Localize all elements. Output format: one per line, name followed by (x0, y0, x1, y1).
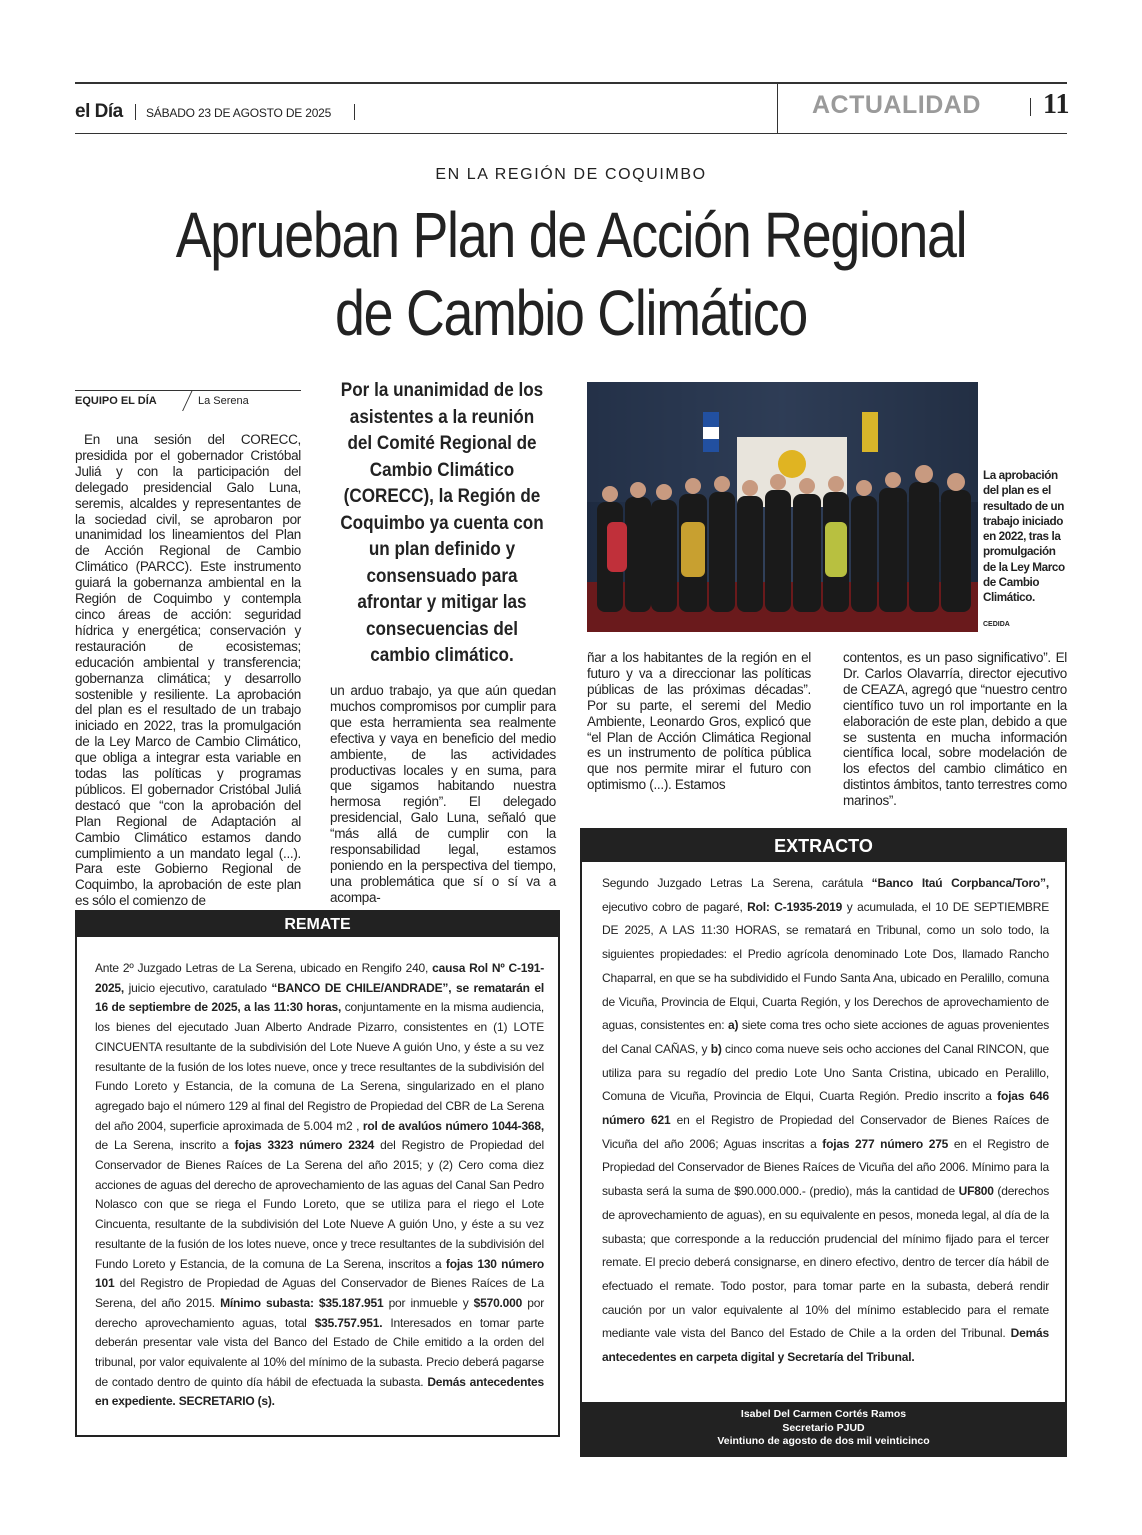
photo-credit: CEDIDA (983, 621, 1010, 628)
headline-line-2: de Cambio Climático (334, 277, 808, 349)
group-photo (587, 382, 978, 632)
headline-line-1: Aprueban Plan de Acción Regional (175, 199, 967, 271)
article-column-2: un arduo trabajo, ya que aún quedan muchos compromisos por cumplir para que esta herramienta sea realmente efectiva y vaya en beneficio del medio ambiente, de las actividades productivas locales y en suma, para que sigamos habitando nuestra hermosa región”. El delegado presidencial, Galo Luna, señaló que “más allá de cumplir con la responsabilidad legal, estamos poniendo en la perspectiva del tiempo, una problemática que sí o sí va a acompa- (330, 683, 556, 905)
article-headline (91, 196, 1050, 352)
article-kicker: EN LA REGIÓN DE COQUIMBO (435, 166, 707, 183)
byline-rule (75, 390, 301, 391)
extracto-signature (582, 1402, 1065, 1455)
issue-date: SÁBADO 23 DE AGOSTO DE 2025 (146, 106, 332, 120)
remate-body: Ante 2º Juzgado Letras de La Serena, ubicado en Rengifo 240, causa Rol Nº C-191-2025, juicio ejecutivo, caratulado “BANCO DE CHILE/ANDRADE”, se rematarán el 16 de septiembre de 2025, a las 11:30 horas, conjuntamente en la misma audiencia, los bienes del ejecutado Juan Alberto Andrade Pizarro, consistentes en (1) LOTE CINCUENTA resultante de la subdivisión del Lote Nueve A guión Uno, y éste a su vez resultante de la fusión de los lotes nueve, once y trece resultantes de la subdivisión del Fundo Loreto y Estancia, de la comuna de La Serena, singularizado en el plano agregado bajo el número 129 al final del Registro de Propiedad del CBR de La Serena del año 2004, superficie aproximada de 5.004 m2 , rol de avalúos número 1044-368, de La Serena, inscrito a fojas 3323 número 2324 del Registro de Propiedad del Conservador de Bienes Raíces de La Serena del año 2015; y (2) Cero coma diez acciones de aguas del derecho de aprovechamiento de las aguas del Canal San Pedro Nolasco con que se riega el Fundo Loreto, que se utiliza para el riego el Lote Cincuenta, resultante de la subdivisión del Lote Nueve A guión Uno, y éste a su vez resultante de la fusión de los lotes nueve, once y trece resultantes de la subdivisión del Fundo Loreto y Estancia, de la comuna de La Serena, inscritos a fojas 130 número 101 del Registro de Propiedad de Aguas del Conservador de Bienes Raíces de La Serena, del año 2015. Mínimo subasta: $35.187.951 por inmueble y $570.000 por derecho aprovechamiento aguas, total $35.757.951. Interesados en tomar parte deberán presentar vale vista del Banco del Estado de Chile emitido a la orden del tribunal, por valor equivalente al 10% del mínimo de la subasta. Precio deberá pagarse de contado dentro de quinto día hábil de efectuada la subasta. Demás antecedentes en expediente. SECRETARIO (s). (95, 961, 545, 1409)
signature-date: Veintiuno de agosto de dos mil veinticinco (717, 1435, 930, 1447)
article-column-1: En una sesión del CORECC, presidida por el gobernador Cristóbal Juliá y con la participación del delegado presidencial Galo Luna, seremis, alcaldes y representantes de la sociedad civil, se aprobaron por unanimidad los lineamientos del Plan de Acción Regional de Cambio Climático (PARCC). Este instrumento guiará la gobernanza ambiental en la Región de Coquimbo y contempla cinco áreas de acción: seguridad hídrica y energética; conservación y restauración de ecosistemas; educación ambiental y transferencia; gobernanza climática; y desarrollo sostenible y resiliente. La aprobación del plan es el resultado de un trabajo iniciado en 2022, tras la promulgación de la Ley Marco de Cambio Climático, que obliga a integrar esta variable en todas las políticas y programas públicos. El gobernador Cristóbal Juliá destacó que “con la aprobación del Plan Regional de Adaptación al Cambio Climático estamos dando cumplimiento a un mandato legal (...). Para este Gobierno Regional de Coquimbo, la aprobación de este plan es sólo el comienzo de (75, 432, 301, 909)
byline: EQUIPO EL DÍA (75, 395, 157, 407)
pull-quote: Por la unanimidad de los asistentes a la reunión del Comité Regional de Cambio Climático (CORECC), la Región de Coquimbo ya cuenta con un plan definido y consensuado para afrontar y mitigar las consecuencias del cambio climático. (340, 380, 544, 666)
header-separator (354, 104, 355, 120)
extracto-notice (580, 828, 1067, 1457)
header-divider (777, 84, 778, 133)
header-separator (1030, 98, 1031, 116)
remate-title: REMATE (77, 912, 558, 937)
signature-role: Secretario PJUD (782, 1421, 865, 1434)
newspaper-logo: el Día (75, 101, 123, 122)
header-top-rule (75, 82, 1067, 84)
section-name: ACTUALIDAD (812, 91, 981, 119)
signature-name: Isabel Del Carmen Cortés Ramos (740, 1408, 907, 1420)
remate-notice (75, 910, 560, 1437)
extracto-body: Segundo Juzgado Letras La Serena, carátula “Banco Itaú Corpbanca/Toro”, ejecutivo cobro de pagaré, Rol: C-1935-2019 y acumulada, el 10 DE SEPTIEMBRE DE 2025, A LAS 11:30 HORAS, se rematará en Tribunal, como un solo todo, la siguientes propiedades: el Predio agrícola denominado Lote Dos, llamado Rancho Chaparral, en que se ha subdividido el Fundo Santa Ana, ubicado en Peralillo, comuna de Vicuña, Provincia de Elqui, Cuarta Región, y los Derechos de aprovechamiento de aguas, consistentes en: a) siete coma tres ocho siete acciones de aguas provenientes del Canal CAÑAS, y b) cinco coma nueve seis ocho acciones del Canal RINCON, que utiliza para su regadío del predio Lote Uno Santa Cristina, ubicado en Peralillo, Comuna de Vicuña, Provincia de Elqui, Cuarta Región. Predio inscrito a fojas 646 número 621 en el Registro de Propiedad del Conservador de Bienes Raíces de Vicuña del año 2006; Aguas inscritas a fojas 277 número 275 en el Registro de Propiedad del Conservador de Bienes Raíces de Vicuña del año 2006. Mínimo para la subasta será la suma de $90.000.000.- (predio), más la cantidad de UF800 (derechos de aprovechamiento de aguas), en su equivalente en pesos, moneda legal, al día de la subasta; que corresponde a la reducción prudencial del mínimo fijado para el tercer remate. El precio deberá consignarse, en dinero efectivo, dentro de tercer día hábil de efectuado el remate. Todo postor, para tomar parte en la subasta, deberá rendir caución por un valor equivalente al 10% del mínimo establecido para el remate mediante vale vista del Banco del Estado de Chile a la orden del Tribunal. Demás antecedentes en carpeta digital y Secretaría del Tribunal. (602, 876, 1049, 1365)
group-photo-illustration (587, 382, 978, 632)
page-number: 11 (1043, 89, 1070, 120)
article-column-3: ñar a los habitantes de la región en el futuro y va a direccionar las políticas públicas de las próximas décadas”. Por su parte, el seremi del Medio Ambiente, Leonardo Gros, explicó que “el Plan de Acción Climática Regional es un instrumento de política pública que nos permite mirar el futuro con optimismo (...). Estamos (587, 650, 811, 793)
article-column-4: contentos, es un paso significativo”. El Dr. Carlos Olavarría, director ejecutivo de CEAZA, agregó que “nuestro centro científico tuvo un rol importante en la elaboración de este plan, debido a que se sustenta en mucha información científica local, sobre modelación de los efectos del cambio climático en distintos ámbitos, tanto terrestres como marinos”. (843, 650, 1067, 809)
header-separator (135, 104, 136, 120)
extracto-title: EXTRACTO (582, 830, 1065, 862)
byline-slash (182, 390, 193, 411)
header-bottom-rule (75, 133, 1067, 134)
photo-caption: La aprobación del plan es el resultado de un trabajo iniciado en 2022, tras la promulgación de la Ley Marco de Cambio Climático. (983, 469, 1065, 605)
byline-city: La Serena (198, 395, 249, 407)
